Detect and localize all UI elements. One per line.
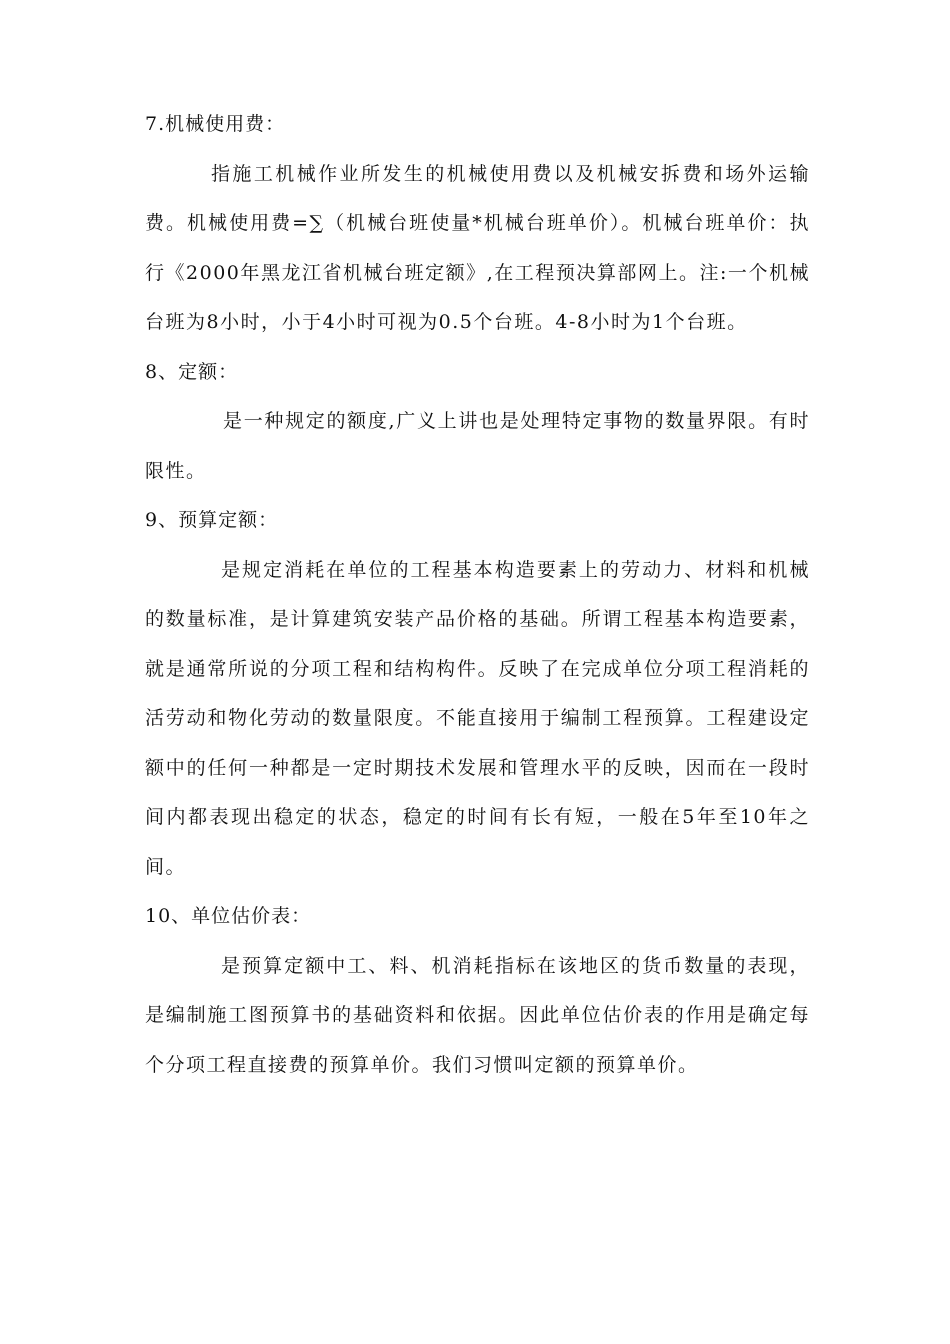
document-page <box>145 100 810 1090</box>
section-body: 指施工机械作业所发生的机械使用费以及机械安拆费和场外运输费。机械使用费=∑（机械台班使量*机械台班单价）。机械台班单价：执行《2000年黑龙江省机械台班定额》,在工程预决算部网上。注:一个机械台班为8小时，小于4小时可视为0.5个台班。4-8小时为1个台班。 <box>145 162 810 333</box>
section-unit-price-table <box>145 892 810 1090</box>
section-body: 是预算定额中工、料、机消耗指标在该地区的货币数量的表现，是编制施工图预算书的基础资料和依据。因此单位估价表的作用是确定每个分项工程直接费的预算单价。我们习惯叫定额的预算单价。 <box>145 954 810 1076</box>
section-heading: 8、定额： <box>145 360 239 383</box>
section-budget-quota <box>145 496 810 892</box>
section-machinery-fee <box>145 100 810 348</box>
section-quota <box>145 348 810 497</box>
section-body: 是规定消耗在单位的工程基本构造要素上的劳动力、材料和机械的数量标准，是计算建筑安装产品价格的基础。所谓工程基本构造要素，就是通常所说的分项工程和结构构件。反映了在完成单位分项工程消耗的活劳动和物化劳动的数量限度。不能直接用于编制工程预算。工程建设定额中的任何一种都是一定时期技术发展和管理水平的反映，因而在一段时间内都表现出稳定的状态，稳定的时间有长有短，一般在5年至10年之间。 <box>145 558 810 878</box>
section-heading: 7.机械使用费： <box>145 113 286 135</box>
section-body: 是一种规定的额度,广义上讲也是处理特定事物的数量界限。有时限性。 <box>145 410 810 482</box>
section-heading: 9、预算定额： <box>145 509 279 531</box>
section-heading: 10、单位估价表： <box>145 905 312 927</box>
